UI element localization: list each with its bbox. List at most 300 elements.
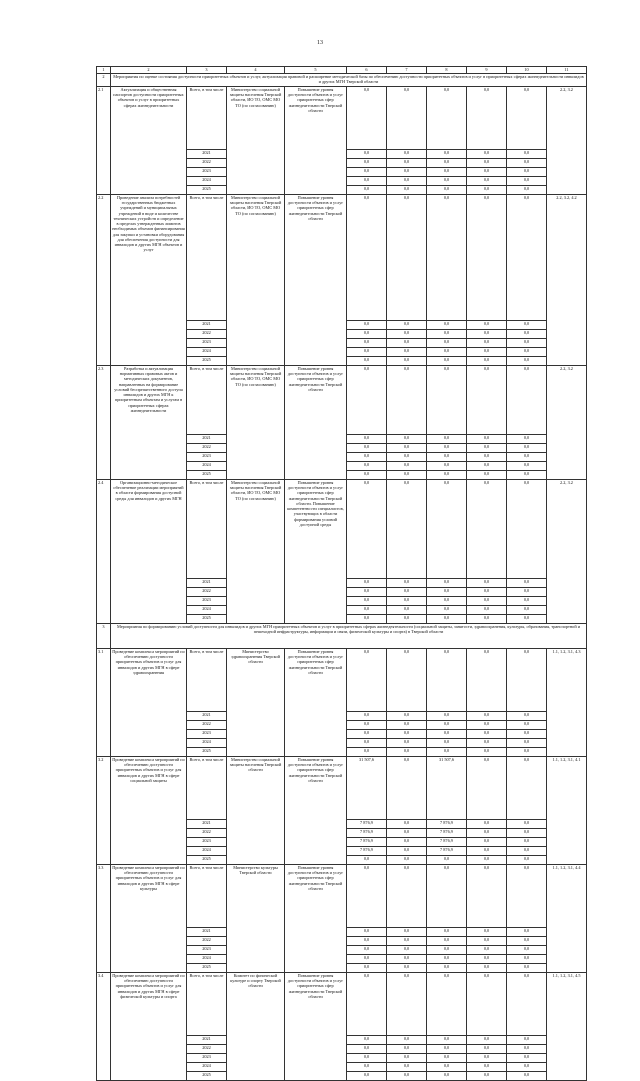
item-number: 3.4 xyxy=(97,973,111,1081)
year-value: 7 876,9 xyxy=(347,820,387,829)
indicator-code: 2.2, 3.2 xyxy=(547,366,587,480)
year-value: 0,0 xyxy=(347,348,387,357)
item-row xyxy=(97,366,587,435)
year-value: 0,0 xyxy=(427,597,467,606)
year-value: 0,0 xyxy=(387,1063,427,1072)
year-value: 0,0 xyxy=(467,159,507,168)
year-value: 0,0 xyxy=(387,721,427,730)
year-value: 0,0 xyxy=(467,168,507,177)
year-value: 7 876,9 xyxy=(427,820,467,829)
year-label: 2024 xyxy=(187,955,227,964)
year-label: 2025 xyxy=(187,1072,227,1081)
year-value: 0,0 xyxy=(347,321,387,330)
year-value: 0,0 xyxy=(427,471,467,480)
item-number: 2.4 xyxy=(97,480,111,624)
column-number: 5 xyxy=(285,67,347,74)
item-number: 2.1 xyxy=(97,87,111,195)
year-value: 0,0 xyxy=(347,1063,387,1072)
item-row xyxy=(97,480,587,579)
year-value: 0,0 xyxy=(347,186,387,195)
item-indicator: Повышение уровня доступности объектов и услуг приоритетных сфер жизнедеятельности Тверской области. Повышение компетентности специалистов, участвующих в области формирования условий доступной среды xyxy=(285,480,347,624)
year-value: 0,0 xyxy=(507,937,547,946)
year-label: 2025 xyxy=(187,748,227,757)
year-label: 2021 xyxy=(187,321,227,330)
year-label: 2022 xyxy=(187,829,227,838)
year-value: 0,0 xyxy=(467,177,507,186)
year-label: 2021 xyxy=(187,1036,227,1045)
year-value: 0,0 xyxy=(427,150,467,159)
item-indicator: Повышение уровня доступности объектов и услуг приоритетных сфер жизнедеятельности Тверской области xyxy=(285,87,347,195)
year-value: 0,0 xyxy=(387,1036,427,1045)
year-label: 2023 xyxy=(187,597,227,606)
year-label: 2023 xyxy=(187,730,227,739)
total-value: 0,0 xyxy=(507,865,547,928)
year-value: 0,0 xyxy=(467,579,507,588)
total-value: 0,0 xyxy=(427,87,467,150)
total-value: 0,0 xyxy=(347,649,387,712)
total-value: 0,0 xyxy=(387,973,427,1036)
item-executor: Министерство социальной защиты населения Тверской области, ИО ТО, ОМС МО ТО (по согласованию) xyxy=(227,366,285,480)
total-value: 0,0 xyxy=(507,480,547,579)
year-value: 0,0 xyxy=(387,444,427,453)
year-value: 0,0 xyxy=(507,579,547,588)
year-value: 0,0 xyxy=(347,168,387,177)
total-value: 0,0 xyxy=(467,649,507,712)
year-label: 2024 xyxy=(187,348,227,357)
year-value: 7 876,9 xyxy=(427,847,467,856)
year-value: 0,0 xyxy=(507,1054,547,1063)
year-label: 2024 xyxy=(187,1063,227,1072)
item-indicator: Повышение уровня доступности объектов и услуг приоритетных сфер жизнедеятельности Тверской области xyxy=(285,195,347,366)
year-value: 0,0 xyxy=(347,748,387,757)
year-value: 0,0 xyxy=(427,339,467,348)
year-value: 0,0 xyxy=(347,937,387,946)
item-name: Проведение комплекса мероприятий по обеспечению доступности приоритетных объектов и услуг для инвалидов и других МГН в сфере социальной защиты xyxy=(111,757,187,865)
year-value: 0,0 xyxy=(387,186,427,195)
year-value: 0,0 xyxy=(387,348,427,357)
year-value: 0,0 xyxy=(427,453,467,462)
total-value: 0,0 xyxy=(467,480,507,579)
year-value: 0,0 xyxy=(507,955,547,964)
year-value: 0,0 xyxy=(467,321,507,330)
column-number: 9 xyxy=(467,67,507,74)
item-name: Проведение комплекса мероприятий по обеспечению доступности приоритетных объектов и услуг для инвалидов и других МГН в сфере физической культуры и спорта xyxy=(111,973,187,1081)
year-value: 0,0 xyxy=(347,1054,387,1063)
total-value: 0,0 xyxy=(387,865,427,928)
year-value: 0,0 xyxy=(507,1045,547,1054)
year-value: 0,0 xyxy=(467,964,507,973)
column-number: 7 xyxy=(387,67,427,74)
total-value: 0,0 xyxy=(467,366,507,435)
year-value: 0,0 xyxy=(347,330,387,339)
total-label: Всего, в том числе xyxy=(187,865,227,928)
year-label: 2025 xyxy=(187,615,227,624)
total-value: 31 507,6 xyxy=(347,757,387,820)
column-number: 6 xyxy=(347,67,387,74)
year-value: 0,0 xyxy=(387,1072,427,1081)
item-indicator: Повышение уровня доступности объектов и услуг приоритетных сфер жизнедеятельности Тверской области xyxy=(285,649,347,757)
year-label: 2024 xyxy=(187,177,227,186)
year-value: 0,0 xyxy=(347,730,387,739)
year-value: 0,0 xyxy=(347,928,387,937)
item-executor: Министерство социальной защиты населения Тверской области, ИО ТО, ОМС МО ТО (по согласованию) xyxy=(227,195,285,366)
year-value: 0,0 xyxy=(507,615,547,624)
year-value: 0,0 xyxy=(347,1045,387,1054)
year-value: 0,0 xyxy=(347,1072,387,1081)
year-value: 0,0 xyxy=(347,856,387,865)
year-value: 0,0 xyxy=(387,579,427,588)
year-value: 0,0 xyxy=(467,748,507,757)
year-value: 0,0 xyxy=(467,820,507,829)
year-value: 0,0 xyxy=(467,462,507,471)
year-value: 0,0 xyxy=(347,471,387,480)
year-value: 0,0 xyxy=(347,615,387,624)
total-label: Всего, в том числе xyxy=(187,757,227,820)
year-label: 2021 xyxy=(187,435,227,444)
total-value: 0,0 xyxy=(427,480,467,579)
year-value: 0,0 xyxy=(507,847,547,856)
total-value: 0,0 xyxy=(427,195,467,321)
year-label: 2025 xyxy=(187,964,227,973)
year-value: 0,0 xyxy=(347,964,387,973)
item-executor: Министерство здравоохранения Тверской области xyxy=(227,649,285,757)
year-label: 2022 xyxy=(187,330,227,339)
section-row xyxy=(97,74,587,87)
total-value: 0,0 xyxy=(387,757,427,820)
year-value: 0,0 xyxy=(467,721,507,730)
year-value: 0,0 xyxy=(427,964,467,973)
year-label: 2021 xyxy=(187,820,227,829)
table-body xyxy=(97,67,587,1081)
column-number: 11 xyxy=(547,67,587,74)
year-value: 0,0 xyxy=(507,748,547,757)
year-value: 0,0 xyxy=(387,955,427,964)
year-value: 0,0 xyxy=(467,928,507,937)
year-value: 0,0 xyxy=(427,588,467,597)
year-value: 0,0 xyxy=(347,177,387,186)
total-value: 0,0 xyxy=(387,649,427,712)
year-value: 0,0 xyxy=(347,444,387,453)
year-value: 0,0 xyxy=(507,712,547,721)
year-label: 2024 xyxy=(187,739,227,748)
section-number: 2 xyxy=(97,74,111,87)
total-value: 0,0 xyxy=(387,195,427,321)
year-value: 0,0 xyxy=(467,330,507,339)
item-name: Разработка и актуализация нормативных правовых актов и методических документов, направленных на формирование условий беспрепятственного доступа инвалидов и других МГН к приоритетным объектам и услугам в приоритетных сферах жизнедеятельности xyxy=(111,366,187,480)
year-label: 2023 xyxy=(187,168,227,177)
year-value: 0,0 xyxy=(427,615,467,624)
year-label: 2021 xyxy=(187,712,227,721)
item-indicator: Повышение уровня доступности объектов и услуг приоритетных сфер жизнедеятельности Тверской области xyxy=(285,973,347,1081)
total-value: 0,0 xyxy=(507,757,547,820)
year-value: 0,0 xyxy=(427,159,467,168)
item-row xyxy=(97,195,587,321)
year-value: 0,0 xyxy=(507,150,547,159)
total-value: 0,0 xyxy=(427,366,467,435)
year-value: 0,0 xyxy=(467,348,507,357)
indicator-code: 1.1, 1.2, 3.1, 4.3 xyxy=(547,649,587,757)
year-value: 0,0 xyxy=(427,1045,467,1054)
item-indicator: Повышение уровня доступности объектов и услуг приоритетных сфер жизнедеятельности Тверской области xyxy=(285,757,347,865)
year-value: 7 876,9 xyxy=(347,838,387,847)
year-value: 0,0 xyxy=(467,453,507,462)
year-value: 0,0 xyxy=(387,847,427,856)
year-value: 0,0 xyxy=(427,168,467,177)
year-label: 2023 xyxy=(187,339,227,348)
year-value: 0,0 xyxy=(387,829,427,838)
year-value: 0,0 xyxy=(507,856,547,865)
year-value: 0,0 xyxy=(387,1054,427,1063)
year-value: 0,0 xyxy=(467,1045,507,1054)
column-number: 4 xyxy=(227,67,285,74)
year-value: 0,0 xyxy=(347,150,387,159)
item-row xyxy=(97,87,587,150)
year-value: 0,0 xyxy=(467,955,507,964)
year-value: 0,0 xyxy=(427,579,467,588)
year-value: 0,0 xyxy=(387,820,427,829)
year-value: 0,0 xyxy=(507,1063,547,1072)
column-number: 10 xyxy=(507,67,547,74)
year-value: 0,0 xyxy=(427,606,467,615)
year-value: 0,0 xyxy=(387,937,427,946)
total-value: 0,0 xyxy=(427,973,467,1036)
item-number: 2.2 xyxy=(97,195,111,366)
year-value: 0,0 xyxy=(347,159,387,168)
year-label: 2021 xyxy=(187,150,227,159)
item-executor: Министерство социальной защиты населения Тверской области xyxy=(227,757,285,865)
item-row xyxy=(97,649,587,712)
year-value: 0,0 xyxy=(507,339,547,348)
year-label: 2025 xyxy=(187,856,227,865)
total-value: 0,0 xyxy=(387,87,427,150)
year-value: 0,0 xyxy=(387,597,427,606)
year-label: 2022 xyxy=(187,159,227,168)
year-value: 0,0 xyxy=(467,838,507,847)
item-row xyxy=(97,757,587,820)
total-value: 0,0 xyxy=(347,366,387,435)
total-value: 0,0 xyxy=(507,973,547,1036)
year-value: 0,0 xyxy=(507,730,547,739)
year-value: 0,0 xyxy=(467,435,507,444)
item-name: Организационно-методическое обеспечение реализации мероприятий в области формирования доступной среды для инвалидов и других МГН xyxy=(111,480,187,624)
year-value: 0,0 xyxy=(467,946,507,955)
year-value: 0,0 xyxy=(507,829,547,838)
year-value: 0,0 xyxy=(387,964,427,973)
total-value: 0,0 xyxy=(507,87,547,150)
year-value: 0,0 xyxy=(347,955,387,964)
year-value: 0,0 xyxy=(427,928,467,937)
year-value: 0,0 xyxy=(467,150,507,159)
total-value: 0,0 xyxy=(347,480,387,579)
year-value: 0,0 xyxy=(387,856,427,865)
year-value: 0,0 xyxy=(387,471,427,480)
year-label: 2025 xyxy=(187,357,227,366)
total-value: 0,0 xyxy=(467,865,507,928)
year-value: 0,0 xyxy=(427,321,467,330)
year-value: 0,0 xyxy=(427,937,467,946)
column-number-row xyxy=(97,67,587,74)
program-table xyxy=(96,66,587,1081)
year-value: 0,0 xyxy=(387,330,427,339)
year-label: 2021 xyxy=(187,579,227,588)
year-value: 0,0 xyxy=(387,739,427,748)
year-label: 2024 xyxy=(187,847,227,856)
indicator-code: 1.1, 1.2, 3.1, 4.1 xyxy=(547,757,587,865)
year-value: 0,0 xyxy=(467,730,507,739)
total-label: Всего, в том числе xyxy=(187,649,227,712)
item-name: Проведение комплекса мероприятий по обеспечению доступности приоритетных объектов и услуг для инвалидов и других МГН в сфере культуры xyxy=(111,865,187,973)
year-value: 0,0 xyxy=(467,856,507,865)
total-value: 0,0 xyxy=(507,649,547,712)
year-value: 0,0 xyxy=(347,339,387,348)
year-value: 0,0 xyxy=(467,588,507,597)
year-value: 0,0 xyxy=(387,462,427,471)
item-executor: Министерство культуры Тверской области xyxy=(227,865,285,973)
item-name: Актуализация и общественная паспортов доступности приоритетных объектов и услуг в приоритетных сферах жизнедеятельности xyxy=(111,87,187,195)
year-value: 0,0 xyxy=(387,730,427,739)
total-label: Всего, в том числе xyxy=(187,366,227,435)
year-value: 0,0 xyxy=(507,348,547,357)
year-value: 0,0 xyxy=(427,330,467,339)
year-value: 0,0 xyxy=(387,159,427,168)
year-value: 0,0 xyxy=(507,588,547,597)
total-value: 0,0 xyxy=(347,865,387,928)
year-value: 0,0 xyxy=(427,348,467,357)
year-value: 0,0 xyxy=(387,606,427,615)
year-value: 0,0 xyxy=(467,1036,507,1045)
indicator-code: 2.2, 3.2, 4.2 xyxy=(547,195,587,366)
indicator-code: 2.2, 3.2 xyxy=(547,480,587,624)
column-number: 2 xyxy=(111,67,187,74)
section-title: Мероприятия по оценке состояния доступности приоритетных объектов и услуг, актуализация правовой и расширение методической базы по обеспечению доступности приоритетных объектов и услуг в приоритетных сферах жизнедеятельности инвалидов и других МГН Тверской области xyxy=(111,74,587,87)
year-value: 0,0 xyxy=(427,444,467,453)
page-number: 13 xyxy=(317,40,323,46)
year-label: 2022 xyxy=(187,937,227,946)
year-value: 0,0 xyxy=(507,739,547,748)
year-label: 2022 xyxy=(187,1045,227,1054)
year-label: 2022 xyxy=(187,588,227,597)
year-value: 0,0 xyxy=(467,606,507,615)
year-label: 2023 xyxy=(187,946,227,955)
year-value: 0,0 xyxy=(507,462,547,471)
year-value: 0,0 xyxy=(507,177,547,186)
year-value: 0,0 xyxy=(507,1072,547,1081)
year-value: 0,0 xyxy=(347,597,387,606)
year-value: 0,0 xyxy=(427,955,467,964)
year-value: 0,0 xyxy=(427,748,467,757)
total-label: Всего, в том числе xyxy=(187,480,227,579)
year-value: 0,0 xyxy=(387,435,427,444)
year-value: 0,0 xyxy=(347,588,387,597)
year-value: 0,0 xyxy=(507,435,547,444)
year-value: 0,0 xyxy=(427,1054,467,1063)
indicator-code: 1.1, 1.2, 3.1, 4.4 xyxy=(547,865,587,973)
year-value: 0,0 xyxy=(507,964,547,973)
year-value: 0,0 xyxy=(387,177,427,186)
year-value: 0,0 xyxy=(347,739,387,748)
item-executor: Министерство социальной защиты населения Тверской области, ИО ТО, ОМС МО ТО (по согласованию) xyxy=(227,87,285,195)
year-value: 0,0 xyxy=(427,1036,467,1045)
year-value: 0,0 xyxy=(507,1036,547,1045)
year-label: 2023 xyxy=(187,838,227,847)
year-value: 0,0 xyxy=(387,748,427,757)
total-value: 0,0 xyxy=(467,757,507,820)
year-value: 0,0 xyxy=(387,150,427,159)
column-number: 3 xyxy=(187,67,227,74)
year-value: 0,0 xyxy=(427,721,467,730)
year-value: 0,0 xyxy=(507,820,547,829)
year-value: 0,0 xyxy=(347,606,387,615)
year-value: 0,0 xyxy=(427,1072,467,1081)
year-value: 0,0 xyxy=(507,597,547,606)
year-value: 0,0 xyxy=(387,453,427,462)
year-value: 7 876,9 xyxy=(427,838,467,847)
year-value: 0,0 xyxy=(467,739,507,748)
year-value: 0,0 xyxy=(427,435,467,444)
year-value: 0,0 xyxy=(387,357,427,366)
section-row xyxy=(97,624,587,649)
year-label: 2024 xyxy=(187,462,227,471)
item-number: 3.1 xyxy=(97,649,111,757)
year-value: 0,0 xyxy=(507,330,547,339)
item-indicator: Повышение уровня доступности объектов и услуг приоритетных сфер жизнедеятельности Тверской области xyxy=(285,366,347,480)
total-value: 0,0 xyxy=(347,195,387,321)
year-value: 0,0 xyxy=(467,937,507,946)
year-value: 0,0 xyxy=(427,357,467,366)
year-value: 0,0 xyxy=(507,838,547,847)
year-value: 0,0 xyxy=(467,1054,507,1063)
year-value: 0,0 xyxy=(427,730,467,739)
year-value: 0,0 xyxy=(387,321,427,330)
year-label: 2025 xyxy=(187,471,227,480)
year-value: 0,0 xyxy=(347,579,387,588)
total-label: Всего, в том числе xyxy=(187,973,227,1036)
total-value: 0,0 xyxy=(347,87,387,150)
item-number: 3.2 xyxy=(97,757,111,865)
total-value: 0,0 xyxy=(427,649,467,712)
total-value: 0,0 xyxy=(507,366,547,435)
year-label: 2024 xyxy=(187,606,227,615)
year-value: 0,0 xyxy=(507,928,547,937)
year-value: 7 876,9 xyxy=(347,847,387,856)
year-value: 0,0 xyxy=(467,615,507,624)
year-value: 0,0 xyxy=(507,357,547,366)
year-value: 0,0 xyxy=(427,712,467,721)
year-value: 0,0 xyxy=(507,168,547,177)
year-value: 0,0 xyxy=(387,838,427,847)
year-value: 0,0 xyxy=(467,1072,507,1081)
year-value: 0,0 xyxy=(427,177,467,186)
indicator-code: 1.1, 1.2, 3.1, 4.5 xyxy=(547,973,587,1081)
year-value: 0,0 xyxy=(507,453,547,462)
year-value: 0,0 xyxy=(507,946,547,955)
year-label: 2025 xyxy=(187,186,227,195)
total-value: 0,0 xyxy=(467,195,507,321)
year-value: 7 876,9 xyxy=(427,829,467,838)
total-value: 31 507,6 xyxy=(427,757,467,820)
year-value: 0,0 xyxy=(387,339,427,348)
year-value: 0,0 xyxy=(387,168,427,177)
item-row xyxy=(97,865,587,928)
year-value: 0,0 xyxy=(387,946,427,955)
item-name: Проведение анализа потребностей государственных бюджетных учреждений и муниципальных учреждений в виде и количестве технических устройств и определение в пределах утвержденных лимитов необходимых объемов финансирования для закупки и установки оборудования для обеспечения доступности для инвалидов и других МГН объектов и услуг xyxy=(111,195,187,366)
year-label: 2023 xyxy=(187,453,227,462)
year-value: 0,0 xyxy=(347,1036,387,1045)
year-value: 0,0 xyxy=(347,712,387,721)
year-value: 0,0 xyxy=(467,712,507,721)
year-value: 0,0 xyxy=(347,946,387,955)
year-value: 0,0 xyxy=(387,712,427,721)
